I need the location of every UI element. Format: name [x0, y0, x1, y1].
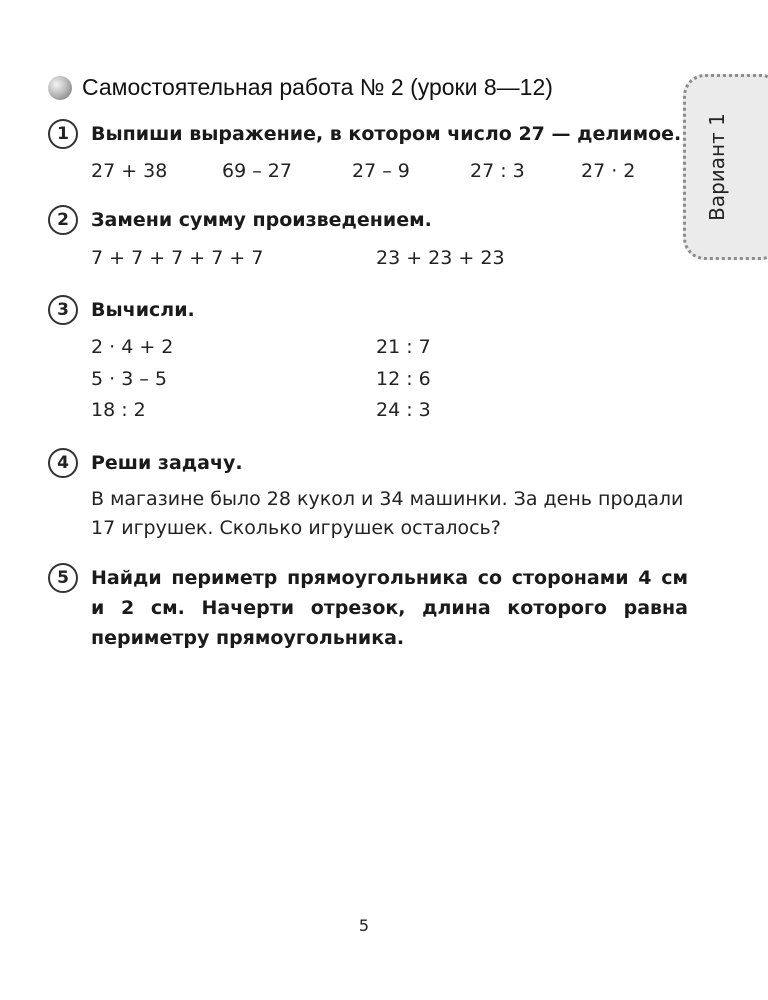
- expression: 27 : 3: [470, 160, 525, 182]
- problem-text: В магазине было 28 кукол и 34 машинки. За день продали 17 игрушек. Сколько игрушек осталось?: [91, 488, 684, 539]
- task-title: Реши задачу.: [91, 452, 243, 474]
- task-number: 2: [48, 205, 78, 235]
- task-number: 5: [48, 563, 78, 593]
- page-title: Самостоятельная работа № 2 (уроки 8—12): [82, 74, 553, 100]
- expression: 21 : 7: [376, 336, 431, 358]
- expression: 5 · 3 – 5: [91, 368, 167, 390]
- task-number: 3: [48, 295, 78, 325]
- expression: 12 : 6: [376, 368, 431, 390]
- task-3: [48, 295, 688, 325]
- expression: 69 – 27: [222, 160, 292, 182]
- expression: 24 : 3: [376, 399, 431, 421]
- expression: 27 · 2: [581, 160, 636, 182]
- task-title: Замени сумму произведением.: [91, 209, 432, 231]
- expression: 2 · 4 + 2: [91, 336, 174, 358]
- task-2: [48, 205, 688, 235]
- expression: 18 : 2: [91, 399, 146, 421]
- task-number: 4: [48, 448, 78, 478]
- page-number: 5: [358, 916, 370, 935]
- task-1: [48, 119, 688, 149]
- task-title: Найди периметр прямоугольника со сторонами 4 см и 2 см. Начерти отрезок, длина которого равна периметру прямоугольника.: [91, 567, 688, 649]
- task-number: 1: [48, 119, 78, 149]
- variant-label: Вариант 1: [705, 113, 729, 221]
- header-bullet-icon: [48, 76, 72, 100]
- section-header: [48, 74, 553, 101]
- expression: 23 + 23 + 23: [376, 247, 505, 269]
- expression: 27 + 38: [91, 160, 168, 182]
- expression: 7 + 7 + 7 + 7 + 7: [91, 247, 264, 269]
- task-title: Вычисли.: [91, 299, 195, 321]
- task-title: Выпиши выражение, в котором число 27 — делимое.: [91, 123, 682, 145]
- task-4: [48, 448, 688, 478]
- expression: 27 – 9: [352, 160, 410, 182]
